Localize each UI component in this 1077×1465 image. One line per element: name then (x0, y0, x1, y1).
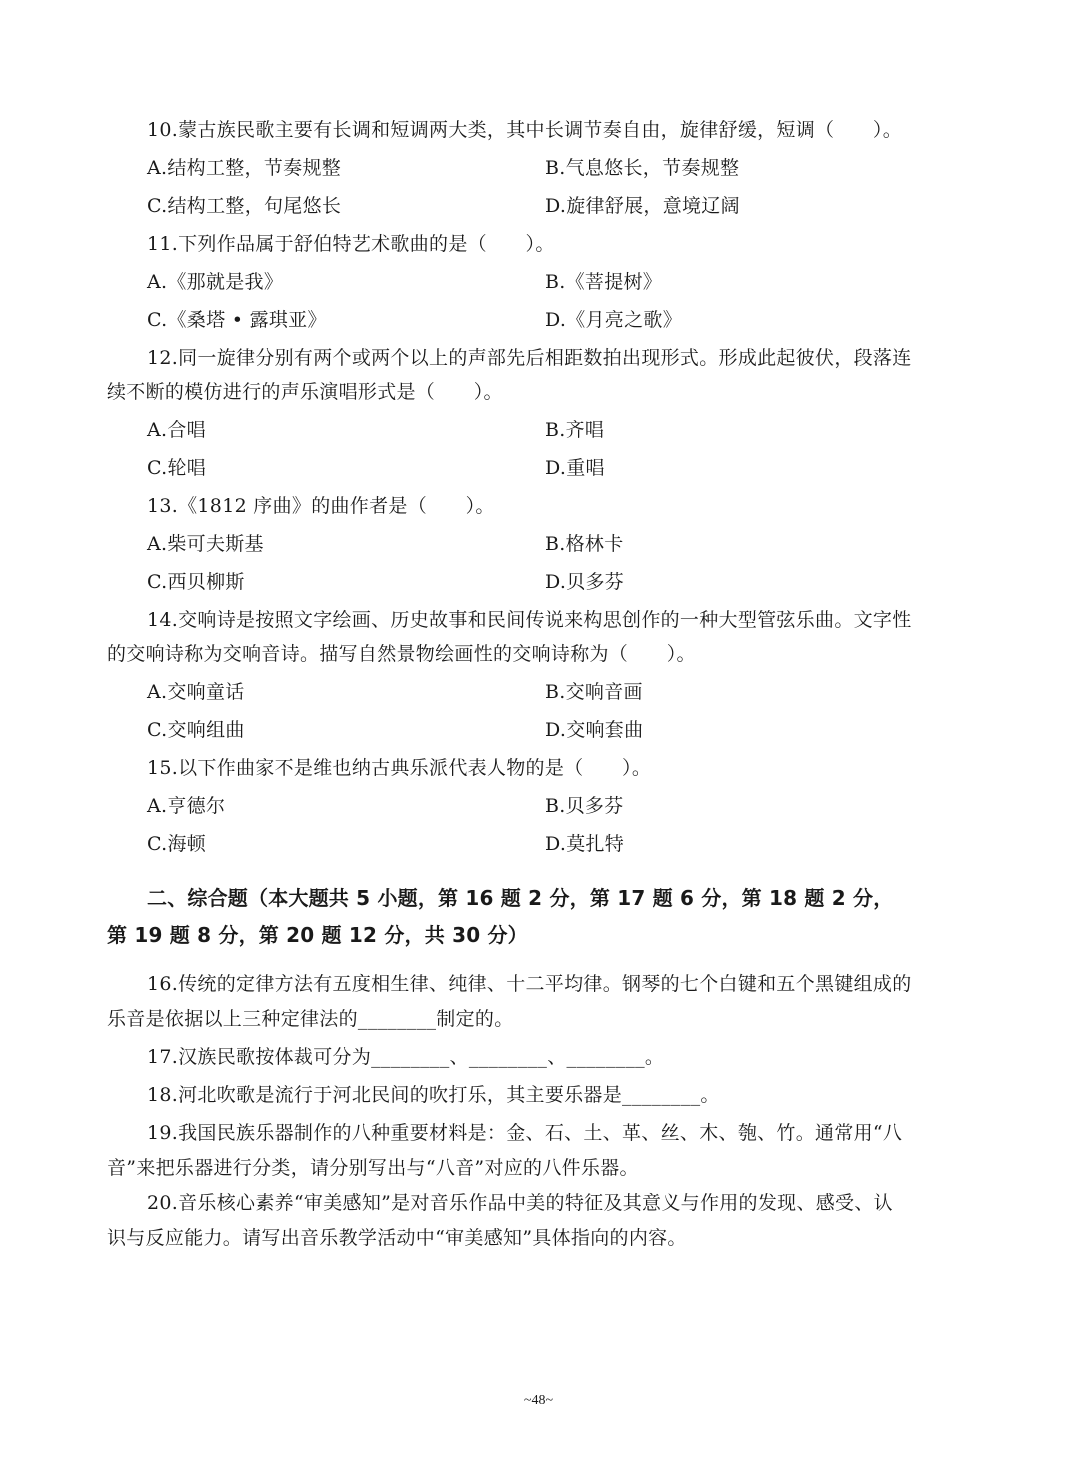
q20-text-line2: 识与反应能力。请写出音乐教学活动中“审美感知”具体指向的内容。 (107, 1227, 687, 1249)
q10-option-a: A.结构工整，节奏规整 (147, 157, 342, 179)
section-heading-line1: 二、综合题（本大题共 5 小题，第 16 题 2 分，第 17 题 6 分，第 18 题 2 分， (147, 886, 894, 910)
q14-option-a: A.交响童话 (147, 681, 245, 703)
q11-option-a: A.《那就是我》 (147, 271, 284, 293)
q14-option-c: C.交响组曲 (147, 719, 245, 741)
q14-stem-line2: 的交响诗称为交响音诗。描写自然景物绘画性的交响诗称为（ ）。 (107, 643, 696, 665)
q13-stem: 13.《1812 序曲》的曲作者是（ ）。 (147, 495, 495, 517)
q17-text: 17.汉族民歌按体裁可分为________、________、________。 (147, 1046, 665, 1068)
q11-option-d: D.《月亮之歌》 (545, 309, 682, 331)
q20-text-line1: 20.音乐核心素养“审美感知”是对音乐作品中美的特征及其意义与作用的发现、感受、认 (147, 1192, 893, 1214)
q11-option-b: B.《菩提树》 (545, 271, 663, 293)
q16-text-line1: 16.传统的定律方法有五度相生律、纯律、十二平均律。钢琴的七个白键和五个黑键组成的 (147, 973, 912, 995)
page-number: ~48~ (523, 1393, 554, 1408)
q16-text-line2: 乐音是依据以上三种定律法的________制定的。 (107, 1008, 514, 1030)
q15-option-b: B.贝多芬 (545, 795, 624, 817)
q12-option-d: D.重唱 (545, 457, 605, 479)
q19-text-line1: 19.我国民族乐器制作的八种重要材料是：金、石、土、革、丝、木、匏、竹。通常用“八 (147, 1122, 903, 1144)
q10-stem: 10.蒙古族民歌主要有长调和短调两大类，其中长调节奏自由，旋律舒缓，短调（ ）。 (147, 119, 903, 141)
q10-option-b: B.气息悠长，节奏规整 (545, 157, 740, 179)
q14-option-d: D.交响套曲 (545, 719, 644, 741)
q12-stem-line1: 12.同一旋律分别有两个或两个以上的声部先后相距数拍出现形式。形成此起彼伏，段落连 (147, 347, 912, 369)
q12-option-c: C.轮唱 (147, 457, 207, 479)
q13-option-b: B.格林卡 (545, 533, 624, 555)
q10-option-c: C.结构工整，句尾悠长 (147, 195, 342, 217)
q15-option-c: C.海顿 (147, 833, 207, 855)
q15-stem: 15.以下作曲家不是维也纳古典乐派代表人物的是（ ）。 (147, 757, 652, 779)
q12-stem-line2: 续不断的模仿进行的声乐演唱形式是（ ）。 (107, 381, 503, 403)
q15-option-a: A.亨德尔 (147, 795, 226, 817)
section-heading-line2: 第 19 题 8 分，第 20 题 12 分，共 30 分） (107, 923, 528, 947)
q14-stem-line1: 14.交响诗是按照文字绘画、历史故事和民间传说来构思创作的一种大型管弦乐曲。文字性 (147, 609, 912, 631)
q13-option-d: D.贝多芬 (545, 571, 625, 593)
q19-text-line2: 音”来把乐器进行分类，请分别写出与“八音”对应的八件乐器。 (107, 1157, 639, 1179)
q12-option-b: B.齐唱 (545, 419, 605, 441)
q15-option-d: D.莫扎特 (545, 833, 625, 855)
q13-option-a: A.柴可夫斯基 (147, 533, 264, 555)
q13-option-c: C.西贝柳斯 (147, 571, 245, 593)
q18-text: 18.河北吹歌是流行于河北民间的吹打乐，其主要乐器是________。 (147, 1084, 720, 1106)
q11-stem: 11.下列作品属于舒伯特艺术歌曲的是（ ）。 (147, 233, 555, 255)
q12-option-a: A.合唱 (147, 419, 206, 441)
q10-option-d: D.旋律舒展，意境辽阔 (545, 195, 740, 217)
q11-option-c: C.《桑塔 • 露琪亚》 (147, 309, 327, 331)
q14-option-b: B.交响音画 (545, 681, 643, 703)
